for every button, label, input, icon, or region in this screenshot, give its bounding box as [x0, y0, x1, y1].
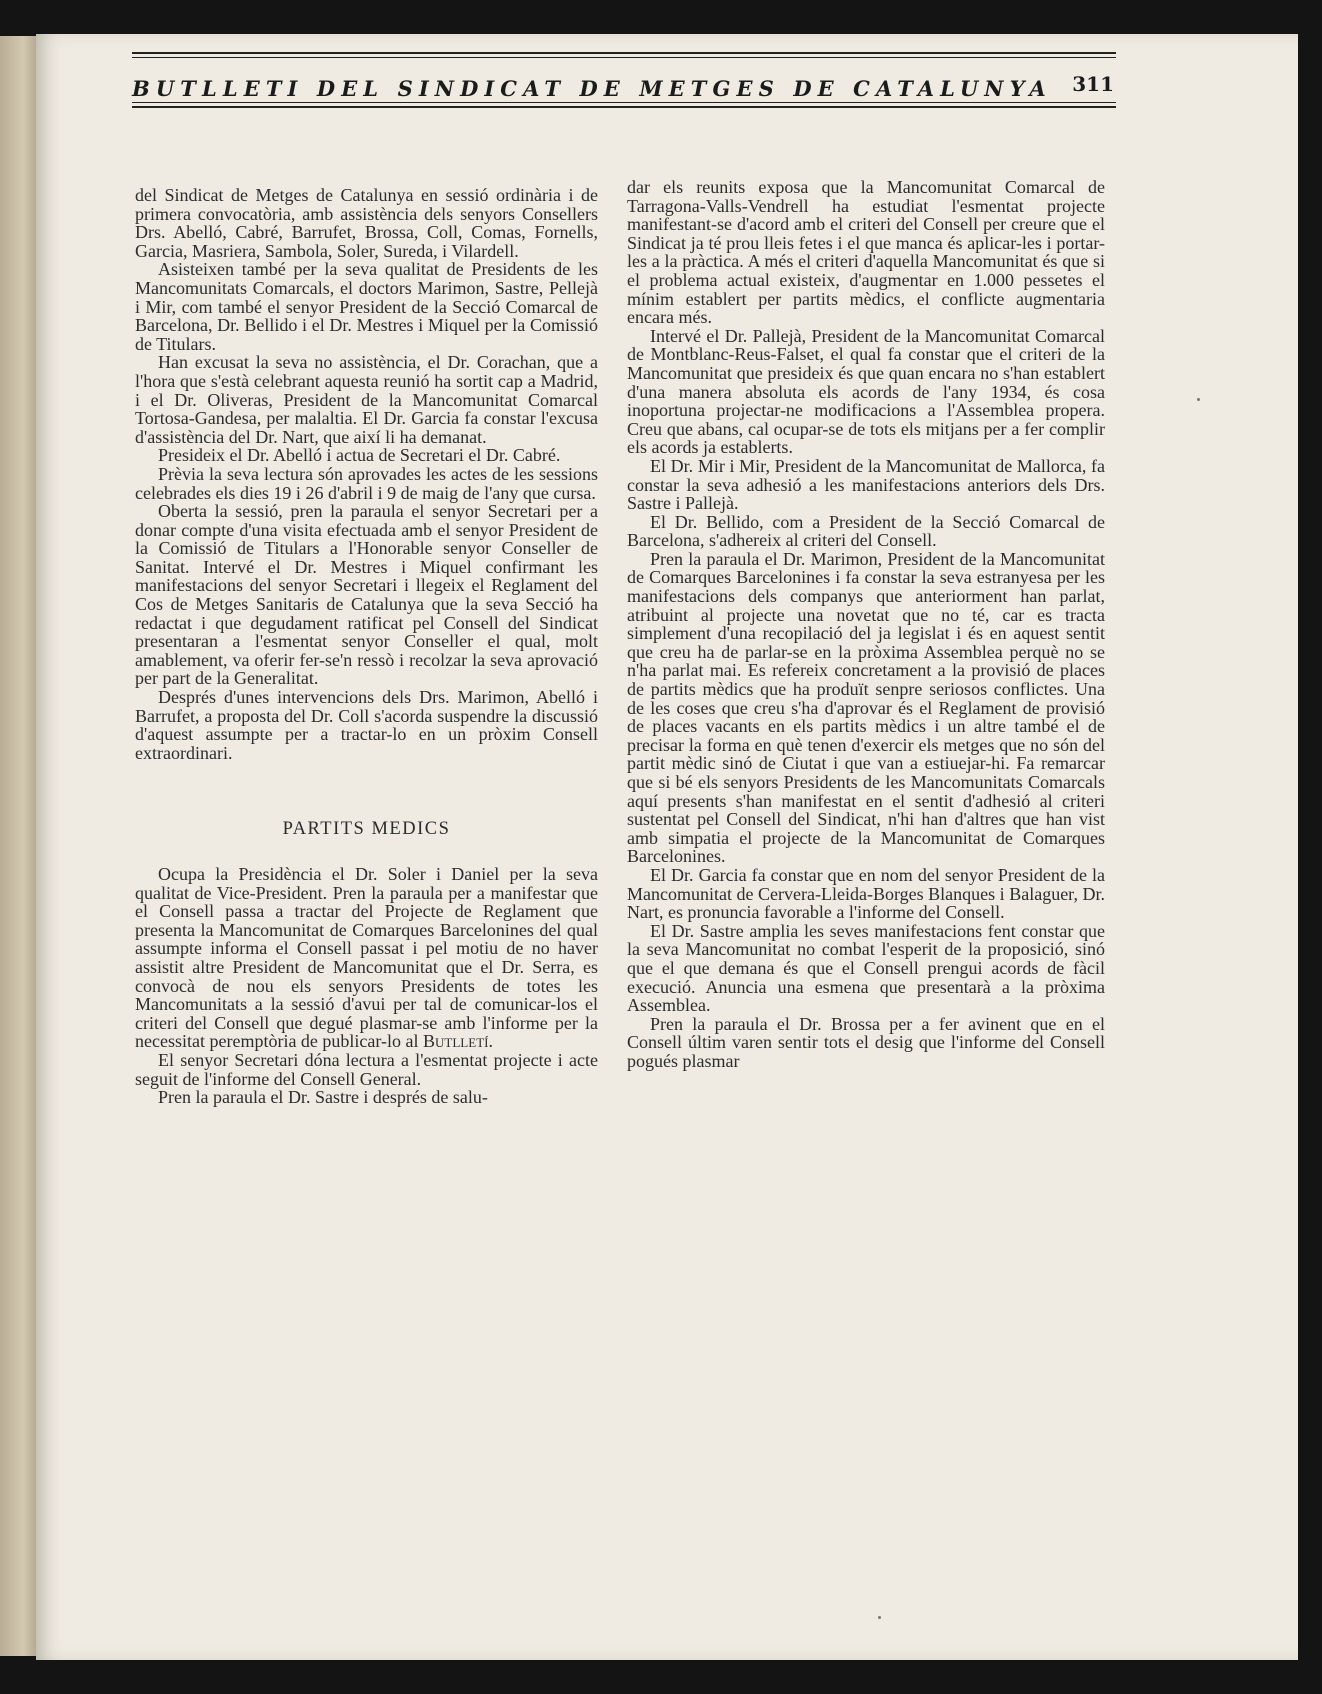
paragraph: Pren la paraula el Dr. Sastre i després de salu-	[158, 1087, 488, 1108]
paragraph: Oberta la sessió, pren la paraula el senyor Secretari per a donar compte d'una visita efectuada amb el senyor President de la Comissió de Titulars a l'Honorable senyor Conseller de Sanitat. Intervé el Dr. Mestres i Miquel confirmant les manifestacions del senyor Secretari i llegeix el Reglament del Cos de Metges Sanitaris de Catalunya que la seva Secció ha redactat i que degudament ratificat pel Consell del Sindicat presentaran a l'esmentat senyor Conseller el qual, molt amablement, va oferir fer-se'n ressò i recolzar la seva aprovació per part de la Generalitat.	[135, 501, 598, 689]
header-rule-bottom-thin	[132, 102, 1116, 103]
header-rule-top-thin	[132, 57, 1116, 58]
paragraph: El senyor Secretari dóna lectura a l'esmentat projecte i acte seguit de l'informe del Consell General.	[135, 1049, 598, 1089]
paragraph: El Dr. Sastre amplia les seves manifestacions fent constar que la seva Mancomunitat no combat l'esperit de la proposició, sinó que el que demana és que el Consell prengui acords de fàcil execució. Anuncia una esmena que presentarà a la pròxima Assemblea.	[627, 920, 1105, 1016]
butlleti-word: Butlletí	[423, 1031, 489, 1052]
paragraph: dar els reunits exposa que la Mancomunitat Comarcal de Tarragona-Valls-Vendrell ha estudiat l'esmentat projecte manifestant-se d'acord amb el criteri del Consell per creure que el Sindicat ja té prou lleis fetes i el que manca és aplicar-les i portar-les a la pràctica. A més el criteri d'aquella Mancomunitat és que si el problema actual existeix, d'augmentar en 1.000 pessetes el mínim establert per partits mèdics, el conflicte augmentaria encara més.	[627, 177, 1105, 328]
paragraph: Asisteixen també per la seva qualitat de Presidents de les Mancomunitats Comarcals, el doctors Marimon, Sastre, Pellejà i Mir, com també el senyor President de la Secció Comarcal de Barcelona, Dr. Bellido i el Dr. Mestres i Miquel per la Comissió de Titulars.	[135, 259, 598, 354]
paragraph: El Dr. Garcia fa constar que en nom del senyor President de la Mancomunitat de Cervera-Lleida-Borges Blanques i Balaguer, Dr. Nart, es pronuncia favorable a l'informe del Consell.	[627, 864, 1105, 923]
page-number: 311	[1072, 72, 1114, 96]
paragraph-text: Ocupa la Presidència el Dr. Soler i Daniel per la seva qualitat de Vice-President. Pren la paraula per a manifestar que el Consell passa a tractar del Projecte de Reglament que presenta la Mancomunitat de Comarques Barcelonines del qual assumpte informa el Consell passat i pel motiu de no haver assistit altre President de Mancomunitat que el Dr. Serra, es convocà de nou els senyors Presidents de totes les Mancomunitats a la sessió d'avui per tal de comunicar-los el criteri del Consell que degué plasmar-se amb l'informe per la necessitat peremptòria de publicar-lo al	[135, 864, 598, 1052]
paragraph: Prèvia la seva lectura són aprovades les actes de les sessions celebrades els dies 19 i 26 d'abril i 9 de maig de l'any que cursa.	[135, 463, 598, 503]
paragraph: Pren la paraula el Dr. Brossa per a fer avinent que en el Consell últim varen sentir tots el desig que l'informe del Consell pogués plasmar	[627, 1013, 1105, 1071]
paragraph: El Dr. Bellido, com a President de la Secció Comarcal de Barcelona, s'adhereix al criteri del Consell.	[627, 511, 1105, 551]
paragraph: Intervé el Dr. Pallejà, President de la Mancomunitat Comarcal de Montblanc-Reus-Falset, el qual fa constar que el criteri de la Mancomunitat que presideix és que quan encara no s'han establert d'una manera absoluta els acords de l'any 1934, és cosa inoportuna projectar-ne modificacions a l'Assemblea propera. Creu que abans, cal ocupar-se de tots els mitjans per a fer complir els acords ja establerts.	[627, 325, 1105, 458]
journal-title: BUTLLETI DEL SINDICAT DE METGES DE CATALUNYA	[132, 76, 1052, 101]
period: .	[488, 1031, 493, 1052]
paper-speck	[878, 1616, 881, 1619]
paragraph	[135, 865, 598, 1051]
paragraph: del Sindicat de Metges de Catalunya en sessió ordinària i de primera convocatòria, amb assistència dels senyors Consellers Drs. Abelló, Cabré, Barrufet, Brossa, Coll, Comas, Fornells, Garcia, Masriera, Sambola, Soler, Sureda, i Vilardell.	[135, 185, 598, 261]
header-rule-bottom	[132, 106, 1116, 108]
section-heading: PARTITS MEDICS	[282, 819, 451, 840]
right-column	[627, 178, 1105, 1071]
paragraph: Presideix el Dr. Abelló i actua de Secretari el Dr. Cabré.	[158, 445, 561, 466]
header-rule-top	[132, 52, 1116, 54]
paragraph: Pren la paraula el Dr. Marimon, President de la Mancomunitat de Comarques Barcelonines i fa constar la seva estranyesa per les manifestacions dels companys que anteriorment han parlat, atribuint al projecte una novetat que no té, car es tracta simplement d'una recopilació del ja legislat i és en aquest sentit que creu ha de parlar-se en la pròxima Assemblea perquè no se n'ha parlat mai. Es refereix concretament a la provisió de places de partits mèdics que ha produït senpre seriosos conflictes. Una de les coses que creu s'ha d'aprovar és el Reglament de provisió de places vacants en els partits mèdics i un altre també el de precisar la forma en què tenen d'exercir els metges que no són del partit mèdic sinó de Ciutat i que van a estiuejar-hi. Fa remarcar que si bé els senyors Presidents de les Mancomunitats Comarcals aquí presents s'han manifestat en el sentit d'adhesió al criteri sustentat pel Consell del Sindicat, n'hi han d'altres que han vist amb simpatia el projecte de la Mancomunitat de Comarques Barcelonines.	[627, 548, 1105, 867]
running-header	[132, 52, 1116, 110]
left-column	[135, 186, 598, 1107]
paper-speck	[1197, 398, 1200, 401]
paragraph: Després d'unes intervencions dels Drs. Marimon, Abelló i Barrufet, a proposta del Dr. Coll s'acorda suspendre la discussió d'aquest assumpte per a tractar-lo en un pròxim Consell extraordinari.	[135, 687, 598, 763]
paragraph: Han excusat la seva no assistència, el Dr. Corachan, que a l'hora que s'està celebrant aquesta reunió ha sortit cap a Madrid, i el Dr. Oliveras, President de la Mancomunitat Comarcal Tortosa-Gandesa, per malaltia. El Dr. Garcia fa constar l'excusa d'assistència del Dr. Nart, que així li ha demanat.	[135, 352, 598, 447]
paragraph: El Dr. Mir i Mir, President de la Mancomunitat de Mallorca, fa constar la seva adhesió a les manifestacions anteriors dels Drs. Sastre i Pallejà.	[627, 455, 1105, 514]
